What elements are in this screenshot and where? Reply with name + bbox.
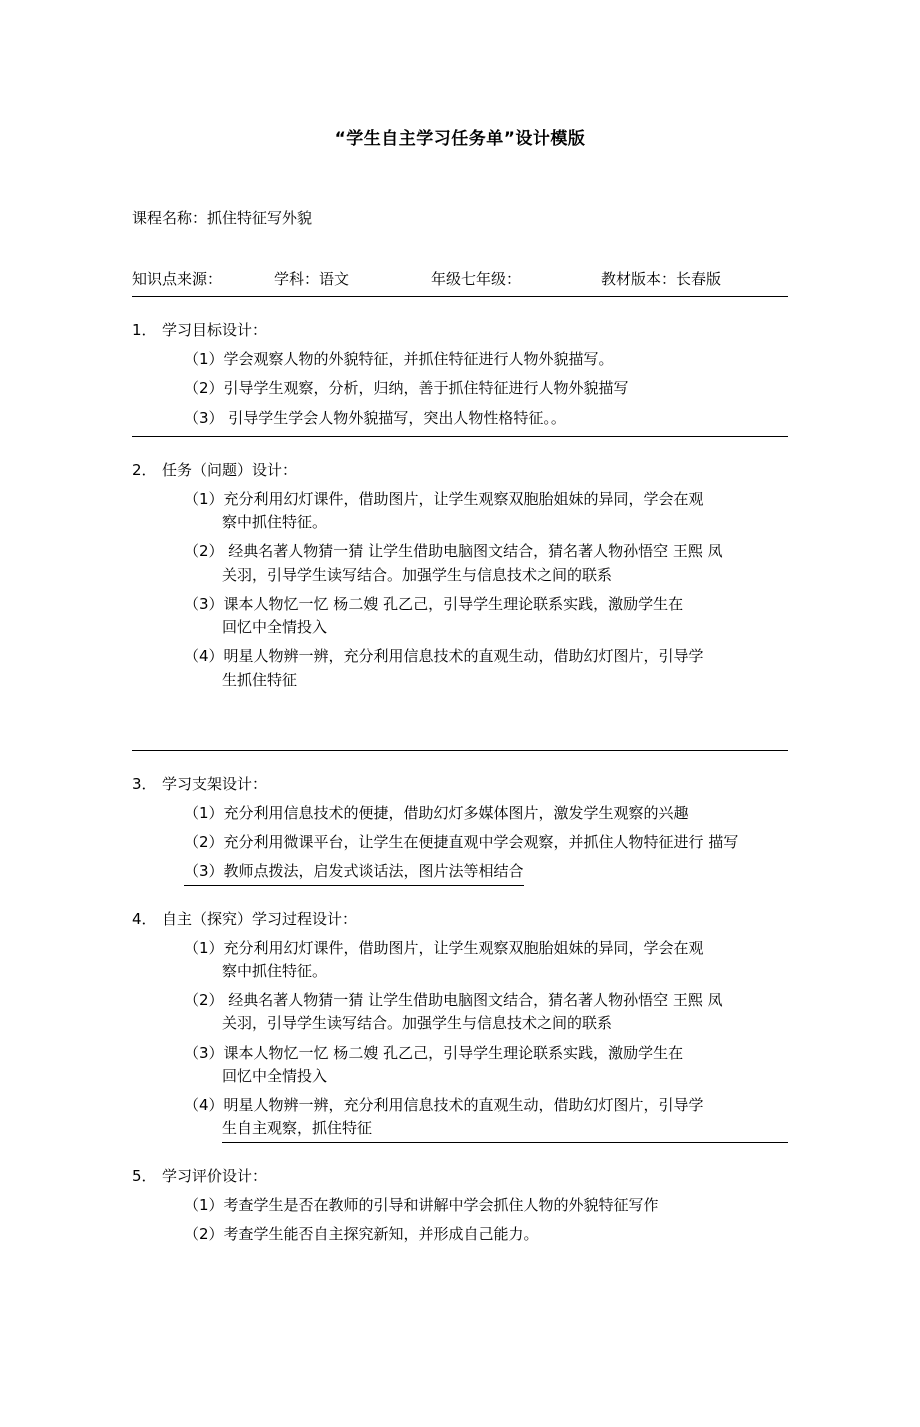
list-item-text: （1）学会观察人物的外貌特征，并抓住特征进行人物外貌描写。 [184, 350, 614, 368]
list-item-text: （1）充分利用幻灯课件，借助图片，让学生观察双胞胎姐妹的异同，学会在观 [184, 938, 704, 957]
section-heading [132, 908, 788, 929]
section-title: 自主（探究）学习过程设计： [162, 909, 358, 928]
list-item-text: （3）课本人物忆一忆 杨二嫂 孔乙己，引导学生理论联系实践，激励学生在 [184, 594, 684, 613]
section-heading [132, 1165, 788, 1186]
list-item-continuation: 生抓住特征 [222, 670, 298, 689]
section-items [132, 488, 788, 692]
section-task-design [132, 459, 788, 692]
section-heading [132, 773, 788, 794]
list-item-continuation: 回忆中全情投入 [222, 618, 328, 636]
metadata-row [132, 268, 788, 297]
section-title: 学习目标设计： [162, 321, 268, 339]
list-item-text: （2）引导学生观察，分析，归纳，善于抓住特征进行人物外貌描写 [184, 379, 629, 398]
section-heading [132, 459, 788, 480]
list-item-text: （3）课本人物忆一忆 杨二嫂 孔乙己，引导学生理论联系实践，激励学生在 [184, 1043, 684, 1062]
list-item [184, 645, 788, 692]
list-item-continuation: 关羽，引导学生读写结合。加强学生与信息技术之间的联系 [222, 1014, 613, 1033]
section-gap [0, 692, 920, 750]
list-item [184, 488, 788, 535]
section-items [132, 802, 788, 886]
list-item [184, 831, 788, 854]
list-item-text: （2） 经典名著人物猜一猜 让学生借助电脑图文结合，猜名著人物孙悟空 王熙 凤 [184, 542, 723, 561]
section-number: 2． [132, 460, 157, 479]
list-item-text: （2）考查学生能否自主探究新知，并形成自己能力。 [184, 1224, 539, 1243]
course-name-line: 课程名称：抓住特征写外貌 [132, 209, 313, 227]
list-item [184, 348, 788, 371]
grade-label: 年级七年级： [431, 270, 522, 288]
divider [132, 750, 788, 751]
list-item-text: （2） 经典名著人物猜一猜 让学生借助电脑图文结合，猜名著人物孙悟空 王熙 凤 [184, 991, 723, 1009]
list-item-continuation: 察中抓住特征。 [222, 961, 328, 980]
list-item [184, 540, 788, 587]
section-inquiry-process [132, 908, 788, 1143]
list-item-text: （1）充分利用幻灯课件，借助图片，让学生观察双胞胎姐妹的异同，学会在观 [184, 489, 704, 508]
list-item [184, 377, 788, 400]
list-item [184, 1194, 788, 1217]
list-item [184, 1223, 788, 1246]
section-items [132, 348, 788, 430]
list-item [184, 593, 788, 640]
section-learning-objectives [132, 319, 788, 430]
list-item-text: （4）明星人物辨一辨，充分利用信息技术的直观生动，借助幻灯图片，引导学 [184, 1096, 704, 1114]
list-item [184, 860, 788, 885]
list-item [184, 937, 788, 984]
list-item [184, 989, 788, 1036]
list-item-text: （3）教师点拨法，启发式谈话法，图片法等相结合 [184, 860, 524, 885]
section-number: 5． [132, 1166, 157, 1185]
subject-label: 学科：语文 [274, 270, 350, 288]
section-title: 任务（问题）设计： [162, 460, 298, 479]
section-title: 学习评价设计： [162, 1166, 268, 1185]
section-learning-scaffold [132, 773, 788, 886]
list-item [184, 1094, 788, 1143]
list-item-text: （4）明星人物辨一辨，充分利用信息技术的直观生动，借助幻灯图片，引导学 [184, 647, 704, 666]
section-number: 4． [132, 909, 157, 928]
list-item-text: （2）充分利用微课平台，让学生在便捷直观中学会观察，并抓住人物特征进行 描写 [184, 833, 739, 851]
list-item [184, 802, 788, 825]
list-item-continuation: 生自主观察，抓住特征 [222, 1117, 788, 1142]
section-items [132, 1194, 788, 1247]
list-item-text: （1）充分利用信息技术的便捷，借助幻灯多媒体图片，激发学生观察的兴趣 [184, 803, 689, 822]
section-number: 3． [132, 774, 157, 793]
list-item-text: （3） 引导学生学会人物外貌描写，突出人物性格特征。。 [184, 408, 566, 427]
section-title: 学习支架设计： [162, 774, 268, 793]
page-title: “学生自主学习任务单”设计模版 [334, 129, 586, 149]
list-item-continuation: 察中抓住特征。 [222, 513, 328, 531]
section-items [132, 937, 788, 1143]
section-heading [132, 319, 788, 340]
section-number: 1． [132, 321, 157, 339]
list-item-continuation: 关羽，引导学生读写结合。加强学生与信息技术之间的联系 [222, 565, 613, 584]
list-item-text: （1）考查学生是否在教师的引导和讲解中学会抓住人物的外貌特征写作 [184, 1195, 659, 1214]
divider [132, 436, 788, 437]
textbook-label: 教材版本：长春版 [601, 270, 722, 288]
list-item [184, 407, 788, 430]
section-evaluation-design [132, 1165, 788, 1247]
list-item-continuation: 回忆中全情投入 [222, 1066, 328, 1085]
document-page [0, 124, 920, 1427]
list-item [184, 1042, 788, 1089]
knowledge-source-label: 知识点来源： [132, 270, 223, 288]
